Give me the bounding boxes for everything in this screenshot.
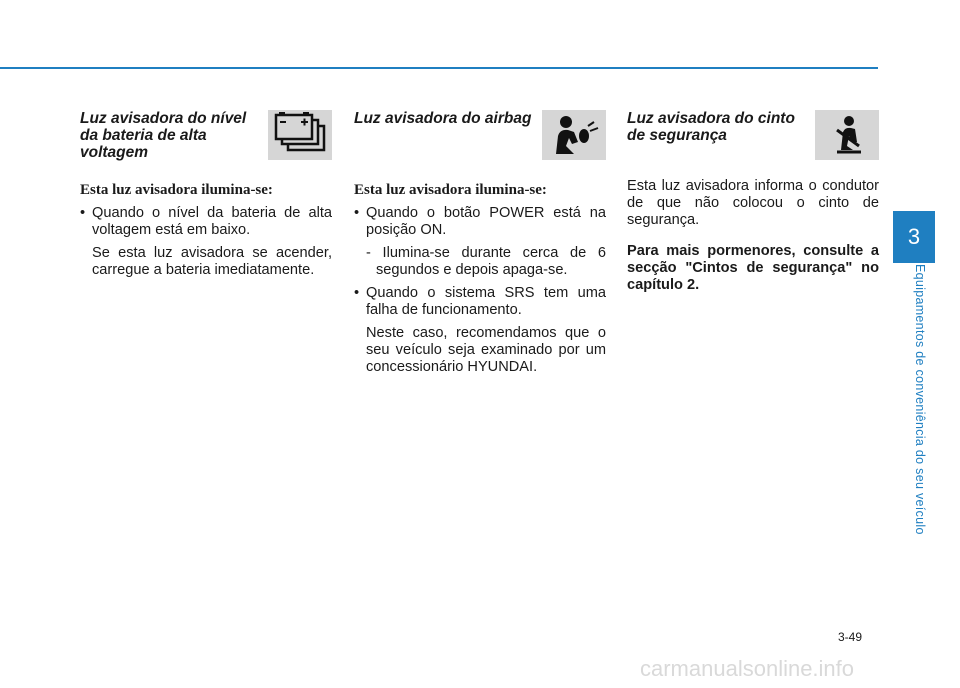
seatbelt-icon bbox=[815, 110, 879, 160]
list-item-note: Se esta luz avisadora se acender, carregue a bateria imediatamente. bbox=[92, 245, 332, 278]
chapter-tab: 3 bbox=[893, 211, 935, 263]
chapter-title: Equipamentos de conveniência do seu veículo bbox=[913, 264, 927, 535]
section-title: Luz avisadora do nível da bateria de alta voltagem bbox=[80, 110, 247, 161]
section-lead: Esta luz avisadora ilumina-se: bbox=[80, 182, 273, 198]
battery-icon bbox=[268, 110, 332, 160]
section-body: Esta luz avisadora informa o condutor de que não colocou o cinto de segurança. bbox=[627, 178, 879, 228]
section-title: Luz avisadora do cinto de segurança bbox=[627, 110, 795, 144]
section-airbag bbox=[354, 110, 606, 382]
list-item-detail: - Ilumina-se durante cerca de 6 segundos e depois apaga-se. bbox=[366, 245, 606, 278]
section-lead: Esta luz avisadora ilumina-se: bbox=[354, 182, 547, 198]
watermark: carmanualsonline.info bbox=[640, 656, 855, 681]
list-item-note: Neste caso, recomendamos que o seu veículo seja examinado por um concessionário HYUNDAI. bbox=[366, 325, 606, 375]
section-battery bbox=[80, 110, 332, 285]
airbag-icon bbox=[542, 110, 606, 160]
top-rule bbox=[0, 67, 878, 69]
list-item: • Quando o sistema SRS tem uma falha de funcionamento. bbox=[354, 285, 606, 319]
list-item: • Quando o nível da bateria de alta voltagem está em baixo. bbox=[80, 205, 332, 239]
section-seatbelt bbox=[627, 110, 879, 308]
section-title: Luz avisadora do airbag bbox=[354, 110, 532, 127]
list-item: • Quando o botão POWER está na posição ON. bbox=[354, 205, 606, 239]
section-reference: Para mais pormenores, consulte a secção "Cintos de segurança" no capítulo 2. bbox=[627, 243, 879, 293]
page-number: 3-49 bbox=[838, 630, 863, 644]
